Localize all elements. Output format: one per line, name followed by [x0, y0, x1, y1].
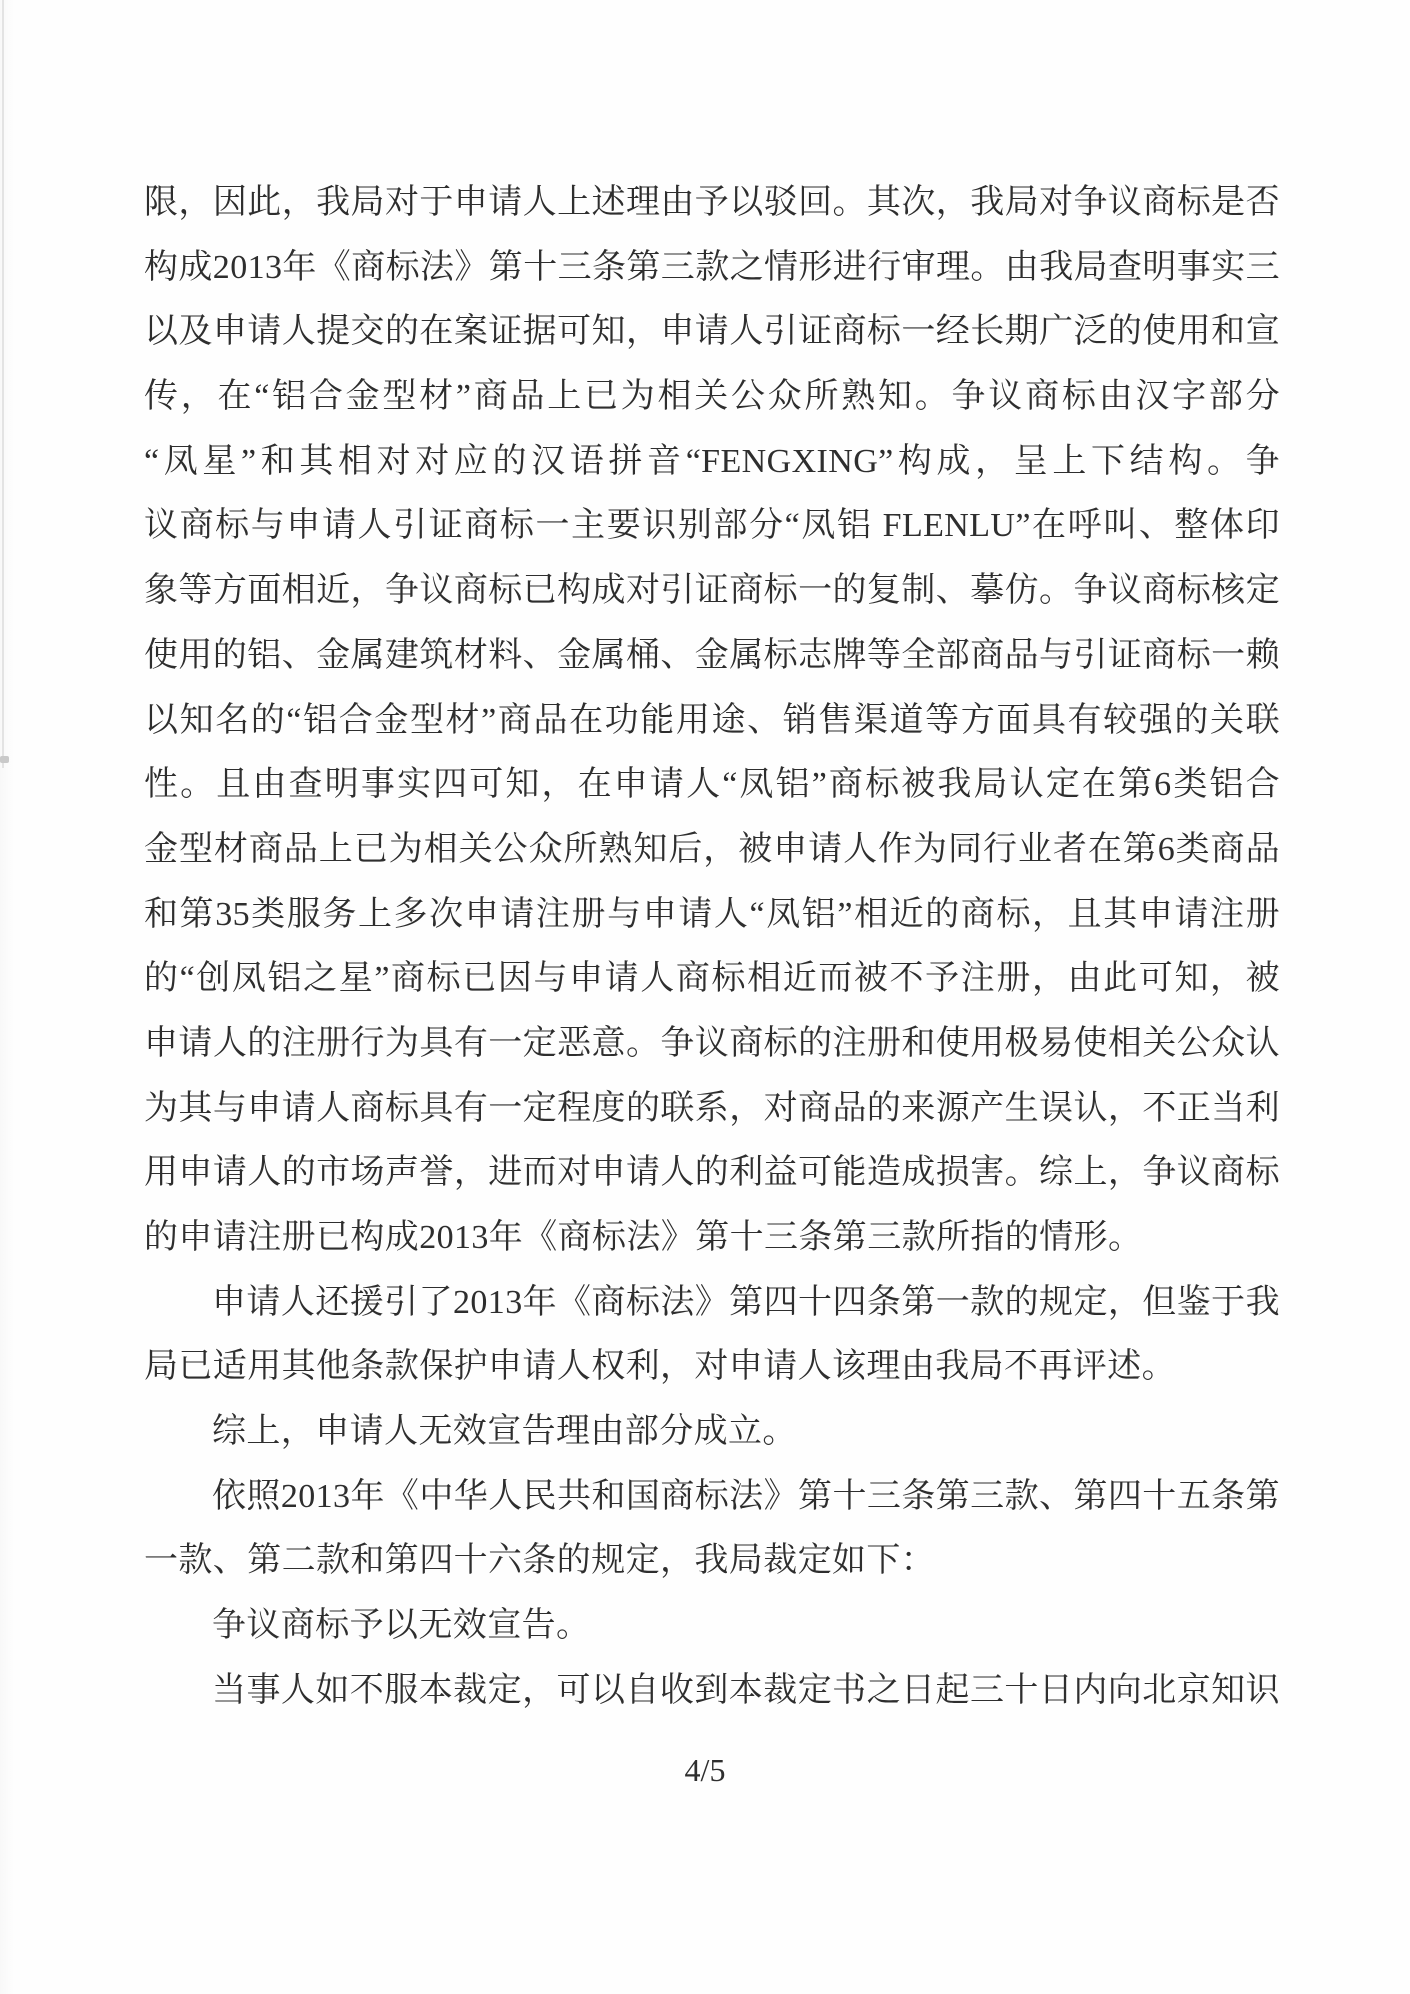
document-line: 限，因此，我局对于申请人上述理由予以驳回。其次，我局对争议商标是否 — [144, 184, 1280, 221]
document-line: 当事人如不服本裁定，可以自收到本裁定书之日起三十日内向北京知识 — [212, 1671, 1280, 1709]
document-line: “凤星”和其相对对应的汉语拼音“FENGXING”构成，呈上下结构。争 — [144, 442, 1280, 480]
document-line: 申请人的注册行为具有一定恶意。争议商标的注册和使用极易使相关公众认 — [144, 1024, 1280, 1062]
document-line: 局已适用其他条款保护申请人权利，对申请人该理由我局不再评述。 — [144, 1348, 1176, 1386]
document-line: 议商标与申请人引证商标一主要识别部分“凤铝 FLENLU”在呼叫、整体印 — [144, 507, 1280, 545]
document-line: 使用的铝、金属建筑材料、金属桶、金属标志牌等全部商品与引证商标一赖 — [144, 636, 1280, 674]
document-line: 一款、第二款和第四十六条的规定，我局裁定如下： — [144, 1542, 936, 1580]
document-line: 依照2013年《中华人民共和国商标法》第十三条第三款、第四十五条第 — [212, 1477, 1280, 1515]
page-number: 4/5 — [684, 1752, 726, 1788]
scan-speck-artifact — [0, 756, 9, 763]
document-line: 和第35类服务上多次申请注册与申请人“凤铝”相近的商标，且其申请注册 — [144, 895, 1280, 933]
document-line: 综上，申请人无效宣告理由部分成立。 — [212, 1413, 797, 1451]
document-line: 性。且由查明事实四可知，在申请人“凤铝”商标被我局认定在第6类铝合 — [144, 766, 1280, 804]
document-line: 的申请注册已构成2013年《商标法》第十三条第三款所指的情形。 — [144, 1219, 1143, 1256]
document-line: 象等方面相近，争议商标已构成对引证商标一的复制、摹仿。争议商标核定 — [144, 572, 1280, 610]
document-line: 传，在“铝合金型材”商品上已为相关公众所熟知。争议商标由汉字部分 — [144, 378, 1280, 416]
document-line: 为其与申请人商标具有一定程度的联系，对商品的来源产生误认，不正当利 — [144, 1089, 1280, 1127]
document-line: 以知名的“铝合金型材”商品在功能用途、销售渠道等方面具有较强的关联 — [144, 701, 1280, 739]
document-line: 金型材商品上已为相关公众所熟知后，被申请人作为同行业者在第6类商品 — [144, 830, 1280, 868]
document-line: 申请人还援引了2013年《商标法》第四十四条第一款的规定，但鉴于我 — [212, 1283, 1280, 1321]
document-line: 的“创凤铝之星”商标已因与申请人商标相近而被不予注册，由此可知，被 — [144, 960, 1280, 998]
document-line: 争议商标予以无效宣告。 — [212, 1607, 591, 1645]
scan-edge-artifact — [2, 0, 4, 768]
document-line: 构成2013年《商标法》第十三条第三款之情形进行审理。由我局查明事实三 — [144, 248, 1280, 286]
document-line: 以及申请人提交的在案证据可知，申请人引证商标一经长期广泛的使用和宣 — [144, 313, 1280, 351]
document-text-block — [144, 171, 1280, 1724]
document-line: 用申请人的市场声誉，进而对申请人的利益可能造成损害。综上，争议商标 — [144, 1154, 1280, 1192]
